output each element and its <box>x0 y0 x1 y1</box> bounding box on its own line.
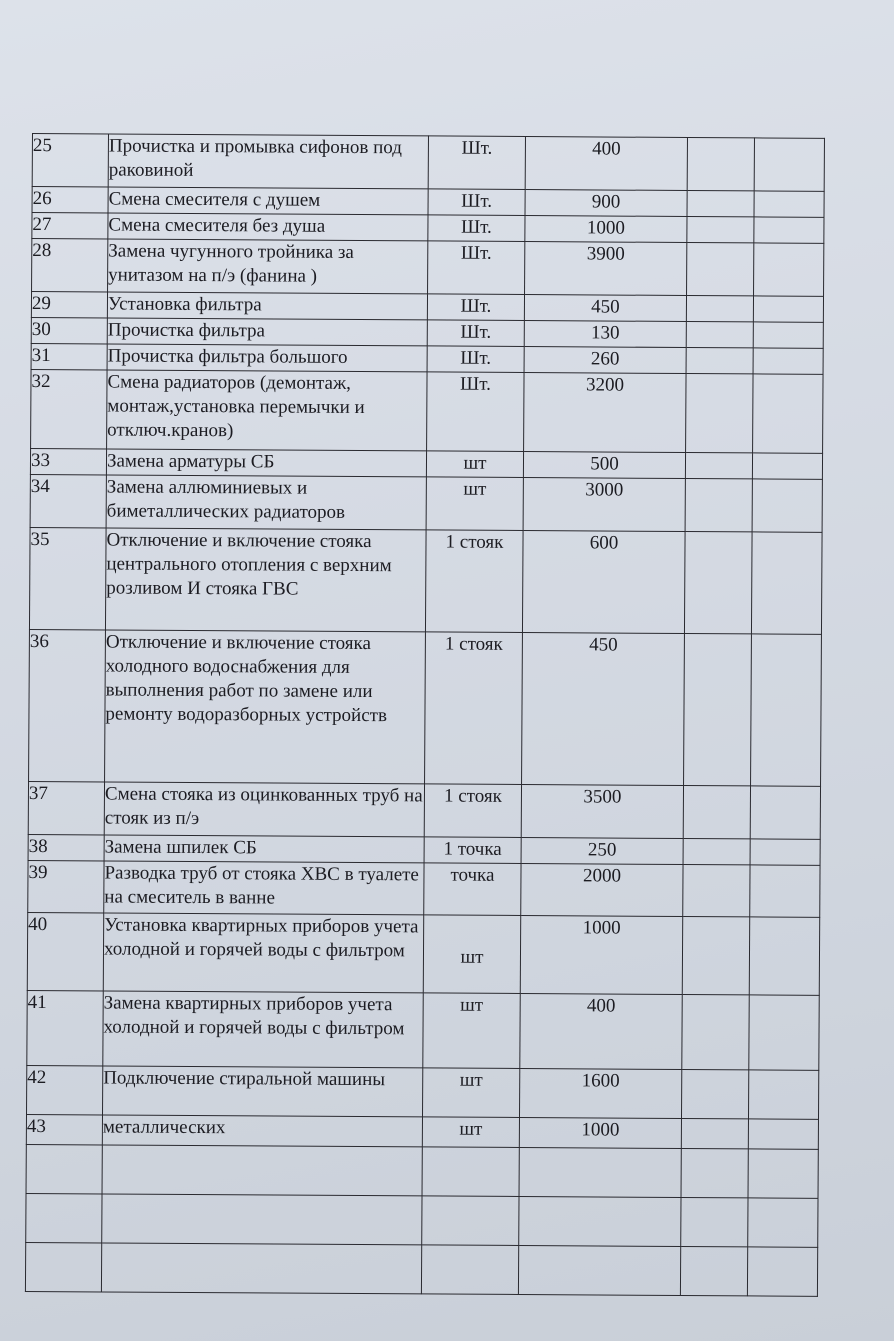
empty-cell <box>686 373 753 452</box>
empty-cell <box>754 243 824 296</box>
service-description: Прочистка фильтра <box>107 318 427 346</box>
table-row <box>29 629 822 786</box>
price: 1000 <box>520 916 682 995</box>
empty-cell <box>519 1147 681 1197</box>
service-description: Отключение и включение стояка центрального отопления с верхним розливом И стояка ГВС <box>105 528 426 632</box>
service-description: Установка квартирных приборов учета холодной и горячей воды с фильтром <box>103 913 423 993</box>
table-row <box>30 474 822 532</box>
service-description: Замена шпилек СБ <box>104 835 424 863</box>
empty-cell <box>686 348 753 374</box>
price: 600 <box>522 531 685 634</box>
empty-cell <box>685 478 752 531</box>
empty-cell <box>101 1243 421 1294</box>
row-number: 39 <box>28 860 104 912</box>
price: 260 <box>524 347 686 374</box>
empty-cell <box>683 785 750 838</box>
table-row <box>31 369 823 453</box>
empty-cell <box>518 1245 680 1295</box>
table-row <box>27 912 819 995</box>
empty-cell <box>685 452 752 478</box>
price: 400 <box>525 137 687 191</box>
empty-cell <box>687 191 754 217</box>
empty-cell <box>748 1149 818 1198</box>
empty-cell <box>26 1144 102 1193</box>
empty-cell <box>683 864 750 916</box>
row-number: 27 <box>32 213 108 239</box>
unit: Шт. <box>427 320 524 347</box>
empty-cell <box>753 348 823 374</box>
price: 450 <box>524 295 686 322</box>
empty-cell <box>26 1193 102 1242</box>
price: 3200 <box>524 373 686 453</box>
table-row <box>32 239 824 297</box>
service-description: Подключение стиральной машины <box>103 1066 423 1117</box>
empty-cell <box>752 479 822 532</box>
service-description: Прочистка и промывка сифонов под раковиной <box>108 134 428 189</box>
price: 450 <box>522 633 685 786</box>
service-description: Замена аллюминиевых и биметаллических радиаторов <box>106 475 426 530</box>
empty-cell <box>749 917 819 995</box>
price-table <box>25 133 825 1297</box>
price: 130 <box>524 321 686 348</box>
empty-cell <box>754 191 824 217</box>
unit: шт <box>426 477 523 531</box>
price: 3500 <box>521 785 683 839</box>
empty-cell <box>422 1147 519 1197</box>
unit: Шт. <box>427 346 524 373</box>
unit: шт <box>423 915 520 994</box>
table-row <box>29 527 822 634</box>
row-number: 30 <box>31 317 107 343</box>
unit: шт <box>423 993 520 1069</box>
price: 3000 <box>523 478 685 532</box>
empty-cell <box>680 1246 747 1295</box>
empty-cell <box>747 1247 817 1296</box>
unit: Шт. <box>428 136 525 190</box>
price: 1000 <box>519 1117 681 1148</box>
empty-cell <box>421 1245 518 1295</box>
price: 400 <box>520 993 682 1069</box>
row-number: 31 <box>31 343 107 369</box>
service-description: Разводка труб от стояка ХВС в туалете на смеситель в ванне <box>104 861 424 915</box>
row-number: 36 <box>29 629 106 781</box>
row-number: 37 <box>28 781 104 834</box>
row-number: 40 <box>27 912 103 990</box>
unit: шт <box>422 1117 519 1148</box>
empty-cell <box>754 138 824 191</box>
unit: Шт. <box>427 294 524 321</box>
row-number: 29 <box>31 292 107 318</box>
service-description: Замена арматуры СБ <box>106 449 426 477</box>
price: 250 <box>521 838 683 865</box>
empty-row <box>26 1193 818 1247</box>
empty-cell <box>754 217 824 243</box>
unit: точка <box>424 863 521 916</box>
unit: Шт. <box>428 241 525 295</box>
empty-cell <box>681 1197 748 1246</box>
empty-cell <box>748 1119 818 1149</box>
empty-cell <box>753 374 823 453</box>
unit: шт <box>422 1068 519 1118</box>
row-number: 38 <box>28 834 104 860</box>
row-number: 41 <box>27 990 103 1065</box>
empty-row <box>26 1144 818 1198</box>
empty-cell <box>682 916 749 994</box>
empty-cell <box>750 865 820 917</box>
unit: Шт. <box>427 372 524 452</box>
price: 1600 <box>519 1068 681 1118</box>
empty-cell <box>686 296 753 322</box>
empty-cell <box>686 322 753 348</box>
unit: 1 стояк <box>424 784 521 838</box>
unit: 1 стояк <box>425 530 523 633</box>
service-description: Установка фильтра <box>107 292 427 320</box>
table-row <box>27 1065 819 1119</box>
table-row <box>32 134 824 192</box>
empty-cell <box>683 838 750 864</box>
empty-cell <box>681 1148 748 1197</box>
empty-cell <box>748 1198 818 1247</box>
unit: 1 точка <box>424 837 521 864</box>
price: 2000 <box>521 864 683 917</box>
service-description: Смена смесителя с душем <box>108 187 428 215</box>
service-description: Отключение и включение стояка холодного водоснабжения для выполнения работ по замене или ремонту водоразборных устройств <box>105 630 426 784</box>
empty-cell <box>753 296 823 322</box>
empty-cell <box>750 839 820 865</box>
row-number: 28 <box>32 239 108 292</box>
empty-cell <box>687 217 754 243</box>
row-number: 43 <box>26 1114 102 1144</box>
unit: Шт. <box>428 189 525 216</box>
empty-cell <box>684 531 752 633</box>
table-row <box>26 1114 818 1149</box>
service-description: Прочистка фильтра большого <box>107 344 427 372</box>
empty-cell <box>749 995 819 1070</box>
row-number: 32 <box>31 369 107 448</box>
empty-cell <box>681 1118 748 1148</box>
empty-cell <box>687 138 754 191</box>
table-row <box>28 781 820 839</box>
empty-cell <box>422 1196 519 1246</box>
row-number: 25 <box>32 134 108 187</box>
price: 900 <box>525 190 687 217</box>
empty-cell <box>751 532 822 634</box>
empty-cell <box>102 1194 422 1245</box>
price: 500 <box>523 452 685 479</box>
row-number: 42 <box>27 1065 103 1114</box>
empty-cell <box>750 786 820 839</box>
empty-cell <box>684 633 752 785</box>
row-number: 33 <box>30 448 106 474</box>
row-number: 34 <box>30 474 106 527</box>
empty-cell <box>751 634 822 786</box>
unit: Шт. <box>428 215 525 242</box>
table-row <box>28 860 820 917</box>
price: 3900 <box>525 242 687 296</box>
empty-cell <box>748 1070 818 1119</box>
price: 1000 <box>525 216 687 243</box>
service-description: Смена радиаторов (демонтаж, монтаж,установка перемычки и отключ.кранов) <box>107 370 427 451</box>
service-description: Смена смесителя без душа <box>108 213 428 241</box>
empty-cell <box>682 994 749 1069</box>
service-description: металлических <box>102 1115 422 1147</box>
service-description: Замена квартирных приборов учета холодной и горячей воды с фильтром <box>103 991 423 1068</box>
empty-row <box>25 1242 817 1296</box>
service-description: Смена стояка из оцинкованных труб на стояк из п/э <box>104 782 424 837</box>
row-number: 35 <box>29 527 106 629</box>
empty-cell <box>25 1242 101 1291</box>
empty-cell <box>519 1196 681 1246</box>
empty-cell <box>753 322 823 348</box>
row-number: 26 <box>32 187 108 213</box>
empty-cell <box>681 1069 748 1118</box>
table-row <box>27 990 819 1070</box>
empty-cell <box>687 243 754 296</box>
empty-cell <box>102 1145 422 1196</box>
empty-cell <box>752 453 822 479</box>
service-description: Замена чугунного тройника за унитазом на п/э (фанина ) <box>108 239 428 294</box>
unit: 1 стояк <box>425 632 523 785</box>
unit: шт <box>426 451 523 478</box>
